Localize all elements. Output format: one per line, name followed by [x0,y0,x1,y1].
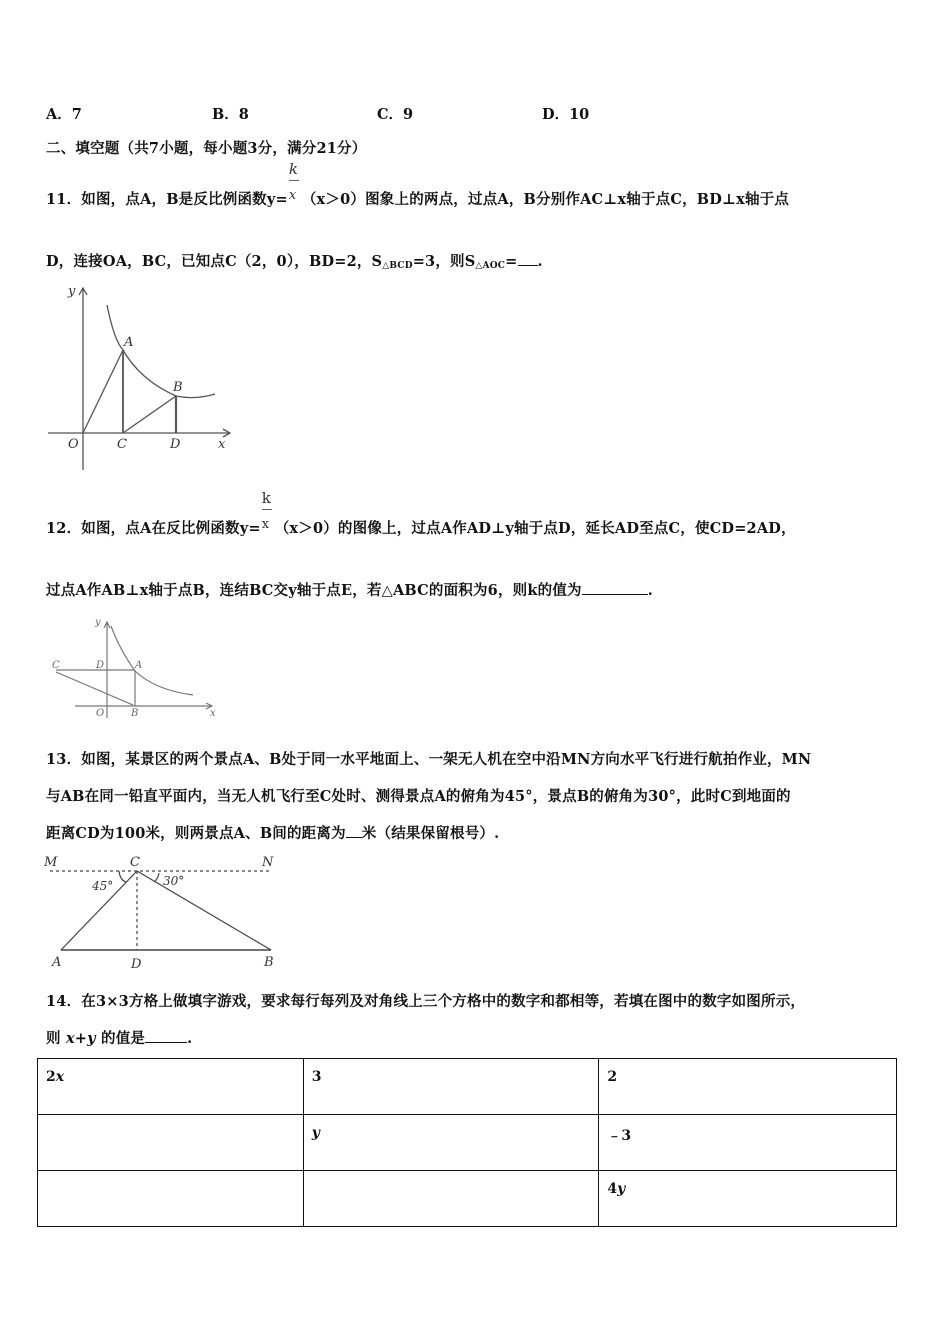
fraction-denominator: x [288,188,297,203]
fraction-bar [289,180,299,181]
svg-text:C: C [130,855,140,870]
q11-fraction [288,160,302,204]
hyperbola-curve [111,626,193,695]
q14-line1: 14．在3×3方格上做填字游戏，要求每行每列及对角线上三个方格中的数字和都相等，若填在图中的数字如图所示， [46,993,806,1010]
svg-text:M: M [44,855,58,870]
period: . [537,253,543,270]
q13-text-pre: 距离CD为100米，则两景点A、B间的距离为 [46,825,346,842]
segment-bc [56,672,133,705]
svg-text:x: x [218,437,226,452]
q14-line2 [46,1027,192,1048]
q12-line2 [46,579,653,600]
segment-cb [137,871,271,950]
svg-text:N: N [262,855,274,870]
q11-text-post: （x＞0）图象上的两点，过点A，B分别作AC⊥x轴于点C，BD⊥x轴于点 [301,191,790,208]
svg-text:45°: 45° [92,879,114,893]
q11-text-b: =3，则S [412,253,476,270]
svg-text:A: A [52,955,62,970]
svg-text:B: B [131,708,139,719]
svg-text:O: O [68,437,79,452]
svg-text:A: A [135,660,143,671]
q14-text-post: 的值是 [101,1030,146,1047]
grid-cell [38,1171,304,1227]
fraction-numerator: k [261,489,271,507]
angle-arc-45 [119,871,126,882]
period: . [187,1030,193,1047]
q12-text-pre: 12．如图，点A在反比例函数y= [46,520,261,537]
grid-cell: 3 [303,1059,599,1115]
svg-text:B: B [173,380,183,395]
q13-line1: 13．如图，某景区的两个景点A、B处于同一水平地面上、一架无人机在空中沿MN方向水平飞行进行航拍作业，MN [46,751,812,768]
figure-q13 [40,850,290,975]
q12-fraction [261,489,275,533]
option-a: A．7 [46,106,82,123]
grid-cell [38,1115,304,1171]
q12-text: 过点A作AB⊥x轴于点B，连结BC交y轴于点E，若△ABC的面积为6，则k的值为 [46,582,582,599]
svg-text:D: D [96,660,105,671]
grid-cell: 2x [38,1059,304,1115]
q11-text-c: = [505,253,518,270]
answer-blank[interactable] [346,825,362,838]
grid-row [38,1171,897,1227]
svg-text:O: O [96,708,105,719]
svg-text:C: C [52,660,60,671]
grid-cell: ﹣3 [599,1115,897,1171]
angle-arc-30 [154,873,159,882]
svg-text:B: B [264,955,274,970]
svg-text:30°: 30° [163,874,185,888]
grid-cell: y [303,1115,599,1171]
grid-row [38,1115,897,1171]
period: . [647,582,653,599]
grid-cell: 2 [599,1059,897,1115]
q12-text-post: （x＞0）的图像上，过点A作AD⊥y轴于点D，延长AD至点C，使CD=2AD， [274,520,796,537]
svg-text:D: D [131,957,142,972]
option-b: B．8 [212,106,249,123]
subscript-aoc: △AOC [475,261,506,271]
fraction-bar [262,509,272,510]
svg-text:y: y [95,617,101,628]
answer-blank[interactable] [518,253,538,266]
subscript-bcd: △BCD [382,261,413,271]
answer-blank[interactable] [145,1030,187,1043]
magic-square-grid [37,1058,897,1227]
q14-text-pre: 则 [46,1030,61,1047]
q11-line1 [46,160,790,209]
figure-q12 [40,610,230,725]
svg-text:x: x [210,708,216,719]
q12-line1 [46,489,796,538]
svg-text:y: y [68,284,76,299]
q11-text-pre: 11．如图，点A，B是反比例函数y= [46,191,288,208]
option-c: C．9 [377,106,414,123]
figure-q11 [40,280,240,475]
q13-line3 [46,822,499,843]
grid-row [38,1059,897,1115]
answer-blank[interactable] [582,582,648,595]
q13-text-post: 米（结果保留根号）. [361,825,500,842]
segment-bc [123,396,176,433]
q13-line2: 与AB在同一铅直平面内，当无人机飞行至C处时、测得景点A的俯角为45°，景点B的俯角为30°，此时C到地面的 [46,788,791,805]
svg-text:A: A [124,335,134,350]
option-d: D．10 [542,106,590,123]
svg-text:C: C [117,437,127,452]
svg-text:D: D [170,437,181,452]
fraction-denominator: x [261,517,270,532]
segment-oa [83,350,123,433]
q11-line2 [46,250,543,271]
q11-text-a: D，连接OA，BC，已知点C（2，0），BD=2，S [46,253,383,270]
grid-cell: 4y [599,1171,897,1227]
q14-variable-expr: x+y [65,1030,96,1047]
section-title: 二、填空题（共7小题，每小题3分，满分21分） [46,140,367,157]
grid-cell [303,1171,599,1227]
fraction-numerator: k [288,160,299,178]
